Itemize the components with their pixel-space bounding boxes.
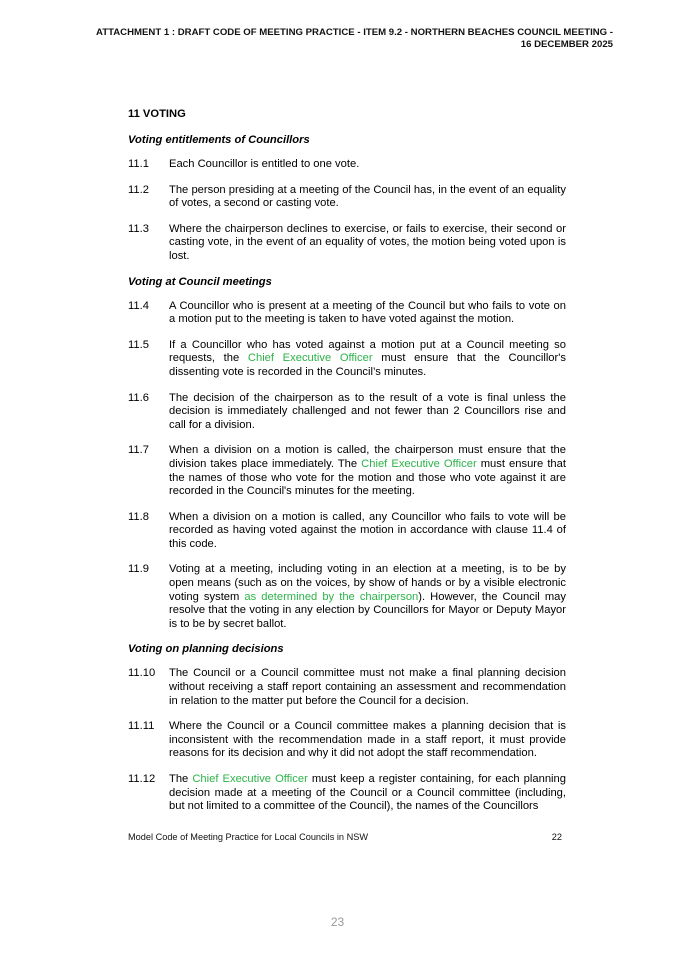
clause-text-part: must ensure that the names of those who vote for the motion and those who vote against it are recorded in the Council's minutes for the meeting. bbox=[169, 457, 566, 498]
clause-11-11 bbox=[128, 720, 566, 761]
clause-11-3 bbox=[128, 223, 566, 264]
clause-11-10 bbox=[128, 667, 566, 708]
clause-number: 11.3 bbox=[128, 222, 149, 235]
clause-11-2 bbox=[128, 184, 566, 211]
clause-text bbox=[169, 720, 566, 761]
clause-11-12 bbox=[128, 773, 566, 814]
clause-11-8 bbox=[128, 511, 566, 552]
clause-number: 11.9 bbox=[128, 563, 149, 576]
clause-number: 11.5 bbox=[128, 338, 149, 351]
clause-text-part: The person presiding at a meeting of the Council has, in the event of an equality of votes, a second or casting vote. bbox=[169, 183, 566, 210]
clause-number: 11.11 bbox=[128, 720, 155, 733]
clause-text-part: Where the chairperson declines to exercise, or fails to exercise, their second or casting vote, in the event of an equality of votes, the motion being voted upon is lost. bbox=[169, 222, 566, 262]
highlighted-term: Chief Executive Officer bbox=[247, 352, 373, 365]
attachment-header-line1: ATTACHMENT 1 : DRAFT CODE OF MEETING PRACTICE - ITEM 9.2 - NORTHERN BEACHES COUNCIL MEETING - bbox=[96, 27, 613, 38]
clause-11-7 bbox=[128, 444, 566, 498]
clause-text-part: Each Councillor is entitled to one vote. bbox=[169, 158, 360, 170]
clause-text-part: When a division on a motion is called, the chairperson must ensure that the division takes place immediately. The bbox=[169, 444, 566, 470]
clause-11-1 bbox=[128, 158, 566, 172]
subheading-voting-on-planning-decisions: Voting on planning decisions bbox=[128, 643, 284, 656]
clause-number: 11.8 bbox=[128, 510, 149, 523]
footer-document-title: Model Code of Meeting Practice for Local Councils in NSW bbox=[128, 832, 369, 842]
clause-text-part: If a Councillor who has voted against a motion put at a Council meeting so requests, the bbox=[169, 338, 566, 365]
section-title: 11 VOTING bbox=[128, 108, 186, 120]
clause-text-part: must ensure that the Councillor's dissenting vote is recorded in the Council’s minutes. bbox=[169, 352, 566, 378]
clause-number: 11.2 bbox=[128, 183, 149, 196]
document-footer bbox=[128, 832, 562, 842]
clause-number: 11.4 bbox=[128, 299, 149, 312]
clause-text bbox=[169, 184, 566, 211]
clause-11-5 bbox=[128, 339, 566, 380]
clause-11-4 bbox=[128, 300, 566, 327]
clause-text bbox=[169, 444, 566, 498]
highlighted-term: Chief Executive Officer bbox=[361, 457, 477, 470]
clause-text-part: Voting at a meeting, including voting in an election at a meeting, is to be by open means (such as on the voices, by show of hands or by a visible electronic voting system bbox=[169, 563, 566, 603]
clause-text-part: When a division on a motion is called, any Councillor who fails to vote will be recorded as having voted against the motion in accordance with clause 11.4 of this code. bbox=[169, 510, 566, 550]
clause-11-9 bbox=[128, 563, 566, 631]
clause-11-6 bbox=[128, 392, 566, 433]
page-content bbox=[128, 108, 566, 826]
subheading-voting-at-council-meetings: Voting at Council meetings bbox=[128, 275, 272, 288]
clause-text bbox=[169, 511, 566, 552]
attachment-header-line2: 16 DECEMBER 2025 bbox=[520, 39, 613, 50]
clause-text-part: ). However, the Council may resolve that the voting in any election by Councillors for Mayor or Deputy Mayor is to be by secret ballot. bbox=[169, 590, 566, 630]
page-number: 23 bbox=[330, 915, 345, 929]
clause-text-part: The bbox=[169, 773, 193, 785]
clause-text bbox=[169, 339, 566, 380]
clause-text bbox=[169, 223, 566, 264]
clause-number: 11.1 bbox=[128, 158, 149, 170]
clause-text-part: Where the Council or a Council committee makes a planning decision that is inconsistent with the recommendation made in a staff report, it must provide reasons for its decision and why it did not adopt the staff recommendation. bbox=[169, 720, 566, 760]
clause-text-part: A Councillor who is present at a meeting of the Council but who fails to vote on a motion put to the meeting is taken to have voted against the motion. bbox=[169, 299, 566, 326]
attachment-header bbox=[40, 27, 613, 51]
footer-document-page: 22 bbox=[551, 832, 562, 842]
highlighted-term: as determined by the chairperson bbox=[244, 590, 419, 603]
clause-text-part: The decision of the chairperson as to the result of a vote is final unless the decision is immediately challenged and not fewer than 2 Councillors rise and call for a division. bbox=[169, 391, 566, 431]
subheading-voting-entitlements: Voting entitlements of Councillors bbox=[128, 134, 310, 146]
clause-text bbox=[169, 392, 566, 433]
clause-number: 11.10 bbox=[128, 667, 156, 680]
clause-number: 11.7 bbox=[128, 444, 149, 457]
clause-text bbox=[169, 300, 566, 327]
clause-text bbox=[169, 158, 566, 172]
clause-text-part: must keep a register containing, for each planning decision made at a meeting of the Council or a Council committee (including, but not limited to a committee of the Council), the names of the Councillors bbox=[169, 773, 566, 813]
clause-number: 11.6 bbox=[128, 391, 149, 404]
clause-text bbox=[169, 563, 566, 631]
clause-text bbox=[169, 773, 566, 814]
clause-text-part: The Council or a Council committee must not make a final planning decision without receiving a staff report containing an assessment and recommendation in relation to the matter put before the Council for a decision. bbox=[169, 667, 566, 707]
highlighted-term: Chief Executive Officer bbox=[192, 773, 308, 785]
clause-number: 11.12 bbox=[128, 773, 156, 785]
clause-text bbox=[169, 667, 566, 708]
